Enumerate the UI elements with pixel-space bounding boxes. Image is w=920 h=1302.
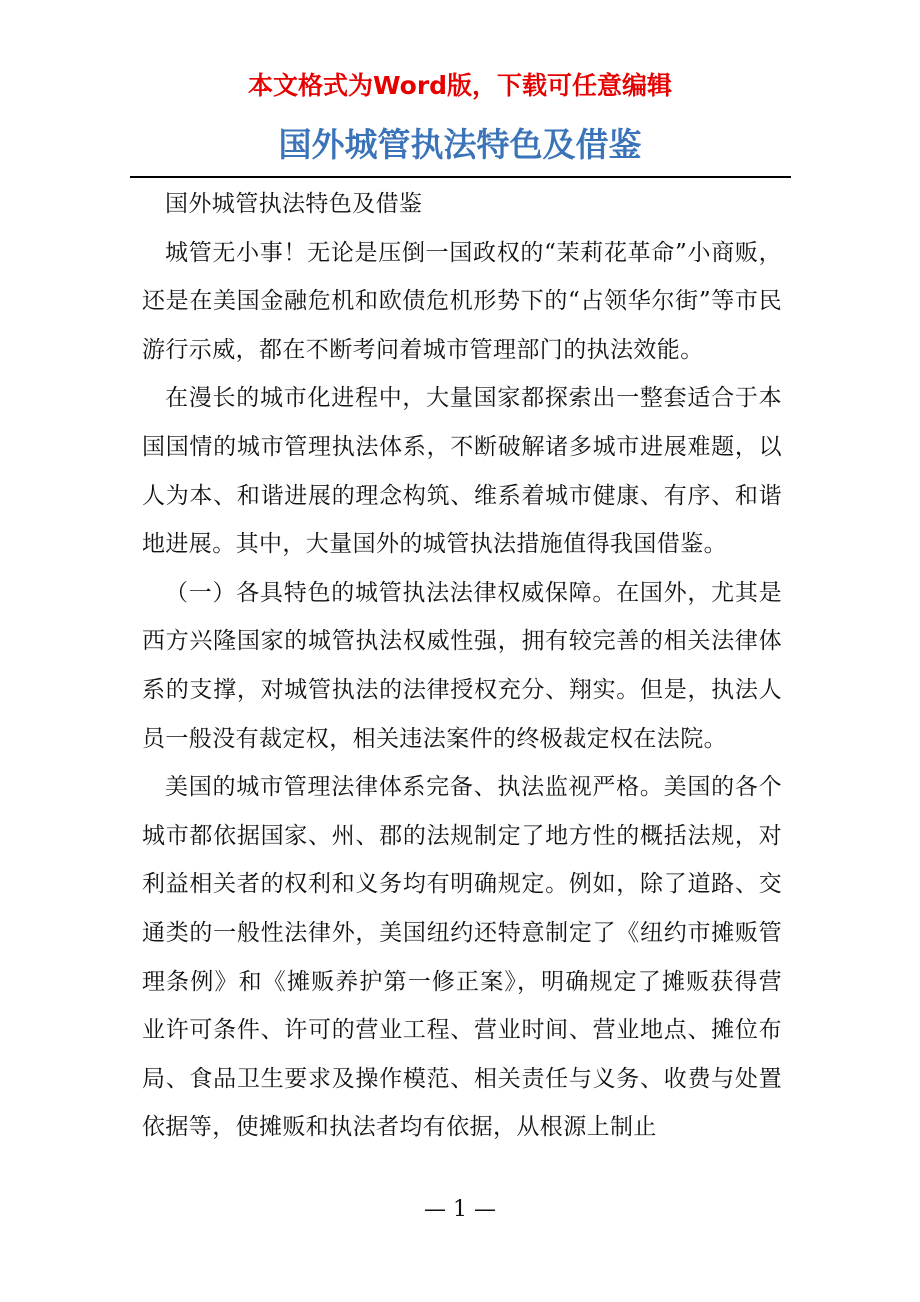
paragraph: 美国的城市管理法律体系完备、执法监视严格。美国的各个城市都依据国家、州、郡的法规制定了地方性的概括法规，对利益相关者的权利和义务均有明确规定。例如，除了道路、交通类的一般性法律外，美国纽约还特意制定了《纽约市摊贩管理条例》和《摊贩养护第一修正案》，明确规定了摊贩获得营业许可条件、许可的营业工程、营业时间、营业地点、摊位布局、食品卫生要求及操作模范、相关责任与义务、收费与处置依据等，使摊贩和执法者均有依据，从根源上制止: [142, 774, 782, 1141]
title-divider: [130, 176, 791, 178]
paragraph: （一）各具特色的城管执法法律权威保障。在国外，尤其是西方兴隆国家的城管执法权威性强，拥有较完善的相关法律体系的支撑，对城管执法的法律授权充分、翔实。但是，执法人员一般没有裁定权，相关违法案件的终极裁定权在法院。: [142, 579, 782, 752]
format-banner: 本文格式为Word版，下载可任意编辑: [247, 71, 673, 100]
paragraph: 城管无小事！无论是压倒一国政权的“茉莉花革命”小商贩，还是在美国金融危机和欧债危机形势下的“占领华尔街”等市民游行示威，都在不断考问着城市管理部门的执法效能。: [142, 239, 782, 363]
document-title: 国外城管执法特色及借鉴: [278, 125, 642, 164]
paragraph: 在漫长的城市化进程中，大量国家都探索出一整套适合于本国国情的城市管理执法体系，不断破解诸多城市进展难题，以人为本、和谐进展的理念构筑、维系着城市健康、有序、和谐地进展。其中，大量国外的城管执法措施值得我国借鉴。: [142, 385, 782, 558]
document-body: [142, 180, 782, 1152]
page-number: — 1 —: [424, 1197, 496, 1222]
paragraph-heading-repeat: 国外城管执法特色及借鉴: [165, 191, 423, 217]
